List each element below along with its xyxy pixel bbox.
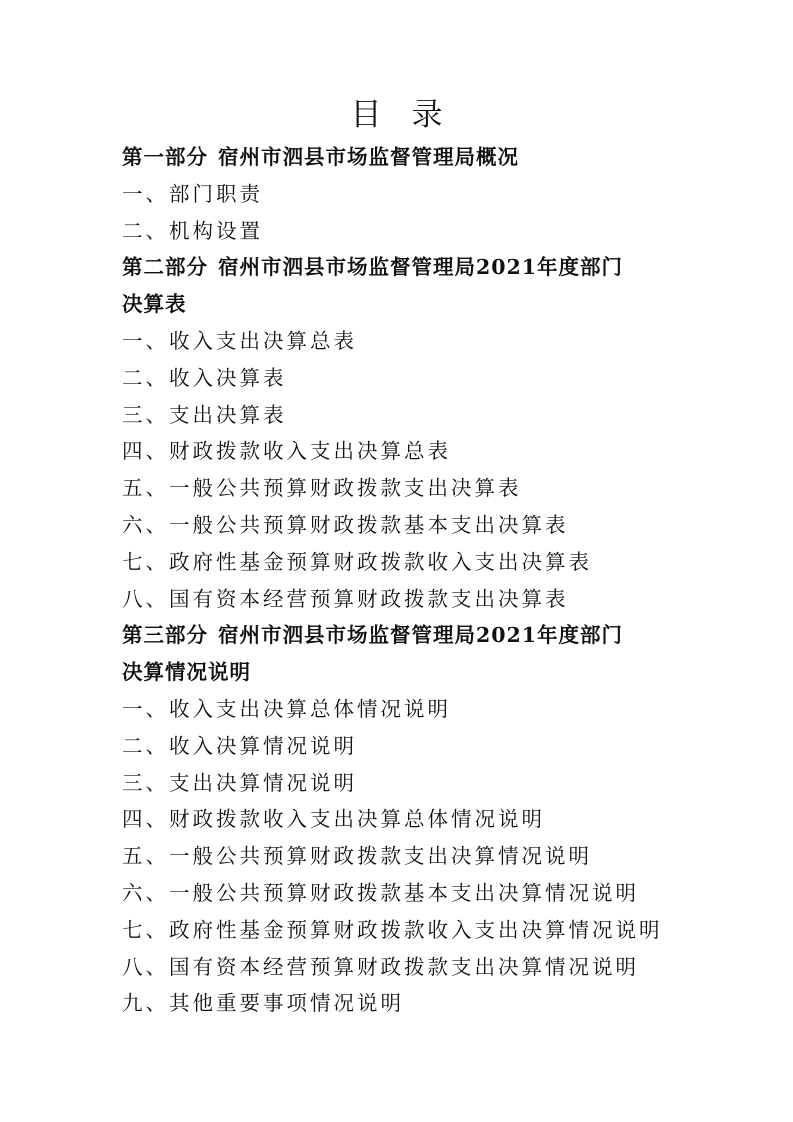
- toc-item[interactable]: 一、收入支出决算总表: [122, 328, 357, 353]
- toc-item[interactable]: 一、部门职责: [122, 181, 263, 206]
- toc-item[interactable]: 二、收入决算表: [122, 365, 287, 390]
- toc-item[interactable]: 四、财政拨款收入支出决算总表: [122, 439, 451, 464]
- toc-item[interactable]: 九、其他重要事项情况说明: [122, 991, 404, 1016]
- toc-item[interactable]: 八、国有资本经营预算财政拨款支出决算情况说明: [122, 954, 639, 979]
- title-char-2: 录: [411, 97, 443, 133]
- toc-item[interactable]: 三、支出决算情况说明: [122, 770, 357, 795]
- part1-heading-title: 宿州市泗县市场监督管理局概况: [218, 145, 519, 169]
- toc-item[interactable]: 三、支出决算表: [122, 402, 287, 427]
- toc-item[interactable]: 二、机构设置: [122, 218, 263, 243]
- part2-heading-label: 第二部分: [122, 255, 208, 280]
- part3-heading-continued[interactable]: 决算情况说明: [122, 660, 251, 685]
- toc-item[interactable]: 五、一般公共预算财政拨款支出决算情况说明: [122, 844, 592, 869]
- part2-heading-title: 宿州市泗县市场监督管理局2021年度部门: [218, 255, 624, 280]
- part2-heading[interactable]: [122, 249, 682, 286]
- table-of-contents: [122, 139, 682, 1022]
- title-char-1: 目: [350, 97, 382, 133]
- part1-heading[interactable]: [122, 139, 682, 176]
- toc-item[interactable]: 四、财政拨款收入支出决算总体情况说明: [122, 807, 545, 832]
- part3-heading-label: 第三部分: [122, 623, 208, 648]
- part3-heading-title: 宿州市泗县市场监督管理局2021年度部门: [218, 623, 624, 648]
- page-title: [0, 92, 793, 138]
- toc-item[interactable]: 一、收入支出决算总体情况说明: [122, 696, 451, 721]
- toc-item[interactable]: 七、政府性基金预算财政拨款收入支出决算表: [122, 549, 592, 574]
- toc-item[interactable]: 八、国有资本经营预算财政拨款支出决算表: [122, 586, 569, 611]
- part3-heading[interactable]: [122, 617, 682, 654]
- part2-heading-continued[interactable]: 决算表: [122, 292, 187, 317]
- part1-heading-label: 第一部分: [122, 145, 208, 169]
- toc-item[interactable]: 七、政府性基金预算财政拨款收入支出决算情况说明: [122, 917, 663, 942]
- toc-item[interactable]: 五、一般公共预算财政拨款支出决算表: [122, 476, 522, 501]
- toc-item[interactable]: 六、一般公共预算财政拨款基本支出决算表: [122, 512, 569, 537]
- toc-item[interactable]: 二、收入决算情况说明: [122, 733, 357, 758]
- toc-item[interactable]: 六、一般公共预算财政拨款基本支出决算情况说明: [122, 880, 639, 905]
